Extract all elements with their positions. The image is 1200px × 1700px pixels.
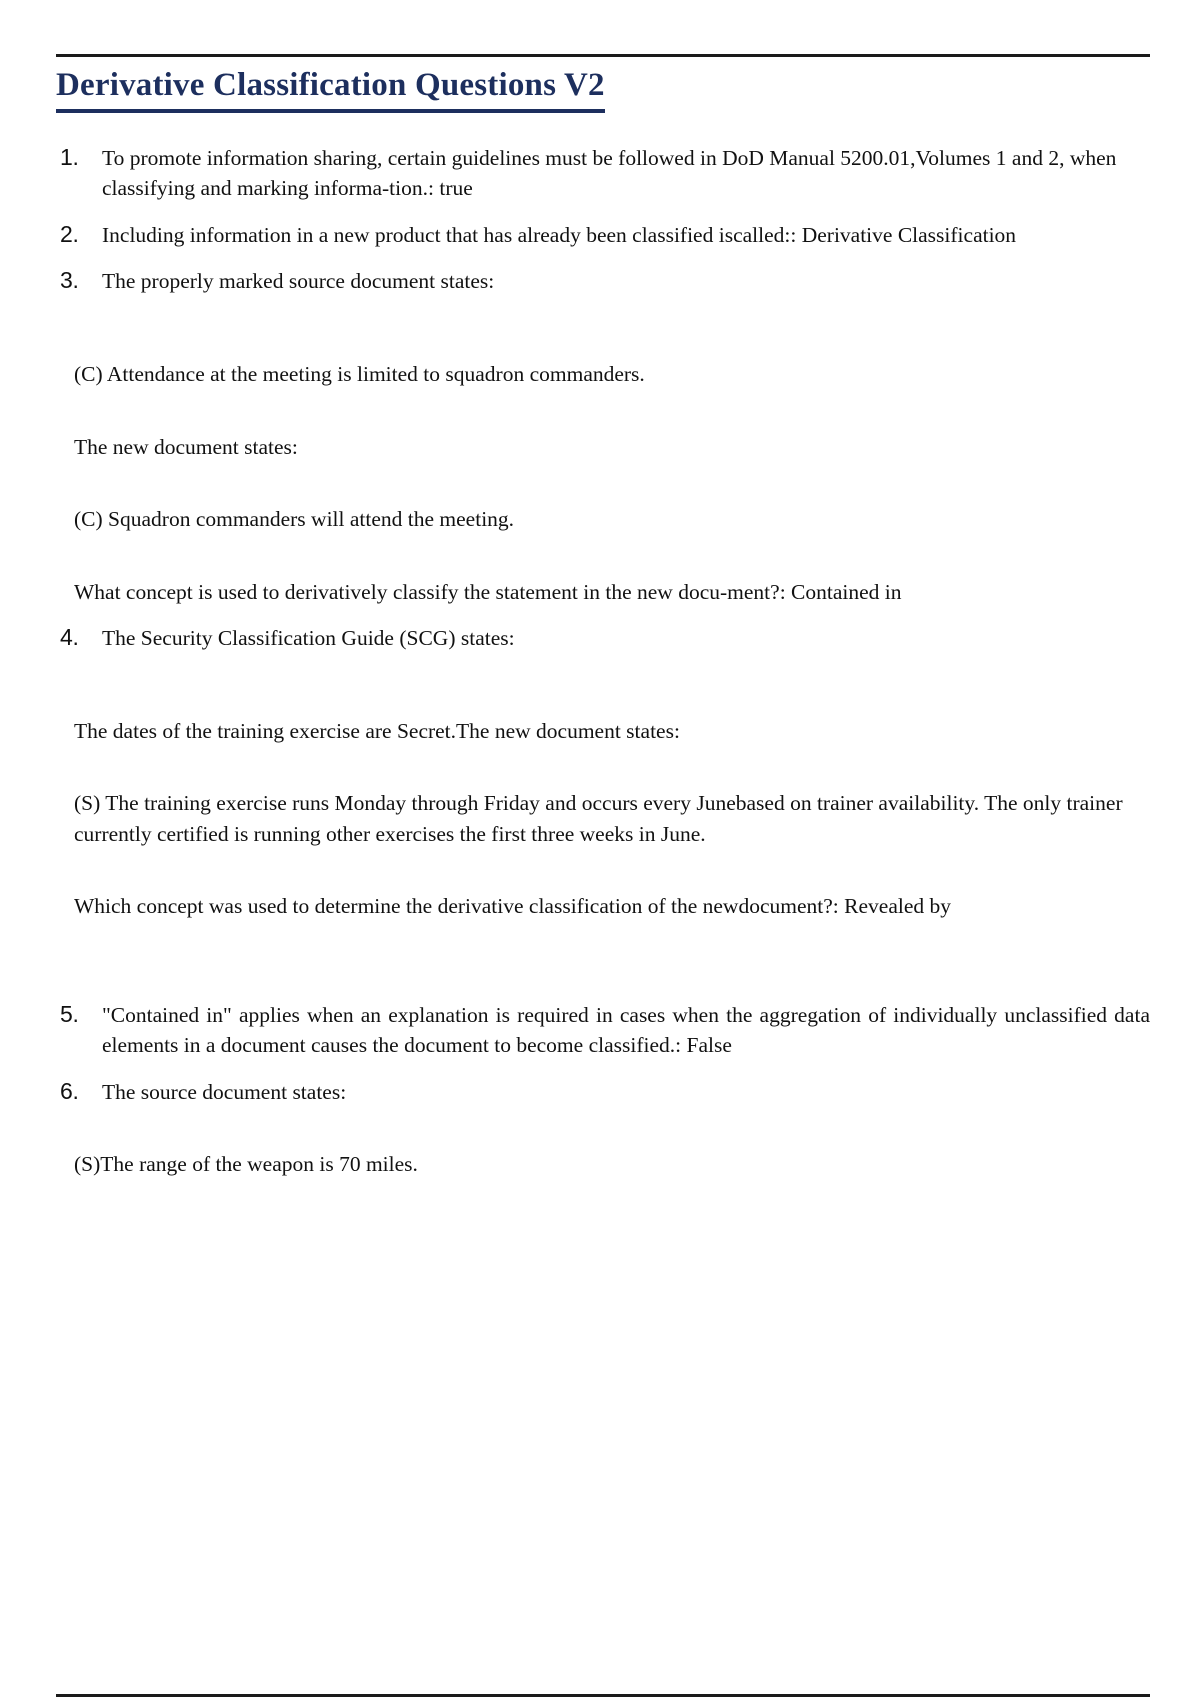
q3-new-document-label: The new document states:: [74, 434, 298, 459]
blank-line-spacer: [56, 1123, 1150, 1149]
q4-scg-statement: The dates of the training exercise are Secret.The new document states:: [74, 718, 680, 743]
blank-line-spacer: [56, 865, 1150, 891]
question-item-2: [56, 220, 1150, 251]
question-item-4: [56, 623, 1150, 654]
page-title: Derivative Classification Questions V2: [56, 66, 605, 113]
question-number-3: 3.: [60, 267, 79, 294]
q3-concept-question: What concept is used to derivatively classify the statement in the new docu-ment?: Contained in: [74, 579, 902, 604]
q4-new-statement: (S) The training exercise runs Monday through Friday and occurs every Junebased on trainer availability. The only trainer currently certified is running other exercises the first three weeks in June.: [74, 791, 1123, 846]
blank-line-spacer: [56, 313, 1150, 359]
blank-line-spacer: [56, 938, 1150, 1000]
question-item-3: [56, 266, 1150, 297]
blank-line-spacer: [56, 406, 1150, 432]
question-item-1: [56, 143, 1150, 204]
question-text-4: The Security Classification Guide (SCG) states:: [102, 626, 515, 651]
blank-line-spacer: [56, 762, 1150, 788]
q3-new-statement: (C) Squadron commanders will attend the meeting.: [74, 507, 515, 532]
blank-line-spacer: [56, 670, 1150, 716]
question-text-2: Including information in a new product that has already been classified iscalled:: Derivative Classification: [102, 222, 1017, 247]
question-number-1: 1.: [60, 143, 79, 170]
document-content: [56, 66, 1150, 1196]
question-text-1: To promote information sharing, certain guidelines must be followed in DoD Manual 5200.01,Volumes 1 and 2, when classifying and marking informa-tion.: true: [102, 145, 1117, 201]
questions-list: [56, 143, 1150, 1180]
q4-concept-question: Which concept was used to determine the derivative classification of the newdocument?: Revealed by: [74, 894, 951, 919]
page-bottom-rule: [56, 1694, 1150, 1697]
question-text-3: The properly marked source document states:: [102, 269, 495, 294]
blank-line-spacer: [56, 478, 1150, 504]
question-item-5: [56, 1000, 1150, 1061]
question-text-6: The source document states:: [102, 1079, 347, 1104]
page-top-rule: [56, 54, 1150, 57]
question-number-2: 2.: [60, 220, 79, 247]
q6-source-statement: (S)The range of the weapon is 70 miles.: [74, 1152, 418, 1177]
question-item-6: [56, 1077, 1150, 1108]
question-number-4: 4.: [60, 624, 79, 651]
q3-source-statement: (C) Attendance at the meeting is limited to squadron commanders.: [74, 362, 645, 386]
question-text-5: "Contained in" applies when an explanation is required in cases when the aggregation of individually unclassified data elements in a document causes the document to become classified.: False: [102, 1002, 1150, 1058]
question-number-5: 5.: [60, 1000, 79, 1027]
question-number-6: 6.: [60, 1077, 79, 1104]
blank-line-spacer: [56, 551, 1150, 577]
